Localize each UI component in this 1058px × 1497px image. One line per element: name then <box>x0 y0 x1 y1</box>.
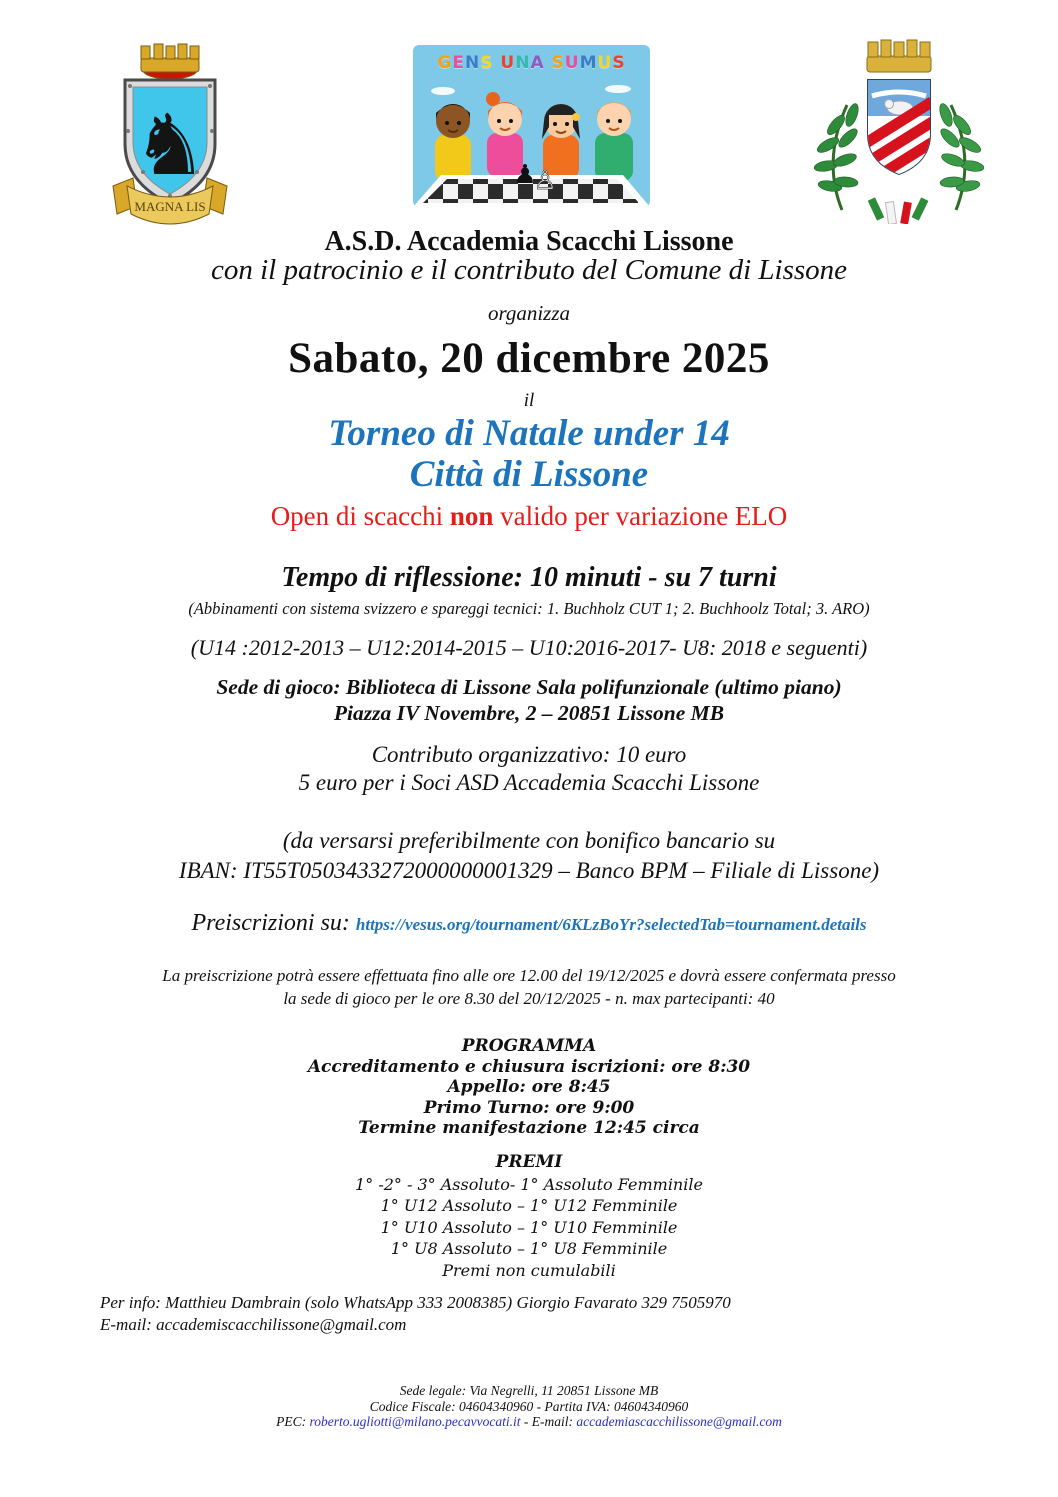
venue-line2: Piazza IV Novembre, 2 – 20851 Lissone MB <box>333 701 725 725</box>
payment-line1: (da versarsi preferibilmente con bonifico bancario su <box>282 828 776 853</box>
child-figure <box>595 102 633 181</box>
fee-line1: Contributo organizzativo: 10 euro <box>371 742 687 767</box>
footer-block <box>0 1383 1058 1430</box>
chess-club-crest-icon <box>103 36 237 234</box>
cloud-icon <box>431 87 455 95</box>
contact-block <box>100 1292 980 1336</box>
elo-notice-post: valido per variazione ELO <box>493 501 788 531</box>
time-control-line: Tempo di riflessione: 10 minuti - su 7 turni <box>281 562 777 593</box>
program-title: PROGRAMMA <box>461 1036 597 1056</box>
event-title-line2: Città di Lissone <box>409 454 649 495</box>
program-item: Termine manifestazione 12:45 circa <box>358 1118 700 1138</box>
prizes-title: PREMI <box>495 1152 563 1172</box>
footer-email-link[interactable]: accademiascacchilissone@gmail.com <box>576 1414 782 1429</box>
prize-item: 1° U8 Assoluto – 1° U8 Femminile <box>390 1239 668 1258</box>
organization-name: A.S.D. Accademia Scacchi Lissone <box>324 226 734 257</box>
deadline-line2: la sede di gioco per le ore 8.30 del 20/12/2025 - n. max partecipanti: 40 <box>283 989 775 1008</box>
children-chess-illustration <box>413 79 650 207</box>
registration-link[interactable]: https://vesus.org/tournament/6KLzBoYr?selectedTab=tournament.details <box>355 915 867 934</box>
footer-pec-label: PEC: <box>276 1414 310 1429</box>
prize-item: 1° U12 Assoluto – 1° U12 Femminile <box>380 1196 678 1215</box>
shield-icon <box>844 80 954 199</box>
chess-piece-icon: ♟ <box>513 160 537 190</box>
oak-branch-icon <box>937 102 984 210</box>
footer-contacts <box>0 1414 1058 1430</box>
magna-lis-text: MAGNA LIS <box>134 199 206 214</box>
prize-item: Premi non cumulabili <box>442 1260 616 1280</box>
event-date: Sabato, 20 dicembre 2025 <box>288 335 770 382</box>
organizes-label: organizza <box>487 301 571 325</box>
child-figure <box>435 104 471 181</box>
program-section <box>0 1036 1058 1139</box>
prize-item: 1° U10 Assoluto – 1° U10 Femminile <box>380 1217 678 1237</box>
prizes-section <box>0 1152 1058 1281</box>
tricolor-ribbon-icon <box>868 197 929 224</box>
iban-line: IBAN: IT55T0503433272000000001329 – Banco BPM – Filiale di Lissone) <box>178 858 880 883</box>
fee-line2: 5 euro per i Soci ASD Accademia Scacchi Lissone <box>298 770 760 795</box>
footer-fiscal: Codice Fiscale: 04604340960 - Partita IVA: 04604340960 <box>369 1398 689 1414</box>
elo-notice-bold: non <box>449 501 494 531</box>
knight-icon: ♞ <box>132 96 208 194</box>
cloud-icon <box>605 85 631 93</box>
patronage-line: con il patrocinio e il contributo del Comune di Lissone <box>210 254 848 286</box>
program-item: Primo Turno: ore 9:00 <box>423 1097 635 1118</box>
elo-notice <box>0 501 1058 532</box>
gens-una-sumus-text: GENS UNA SUMUS <box>437 53 626 73</box>
contact-email-line: E-mail: accademiscacchilissone@gmail.com <box>100 1315 407 1334</box>
program-item: Accreditamento e chiusura iscrizioni: ore 8:30 <box>307 1056 751 1077</box>
lissone-coat-of-arms <box>812 30 986 224</box>
mural-crown-icon <box>867 40 931 72</box>
laurel-branch-icon <box>813 102 860 210</box>
chess-club-crest-logo <box>103 36 237 234</box>
footer-pec-link[interactable]: roberto.ugliotti@milano.pecavvocati.it <box>309 1414 521 1429</box>
venue-line1: Sede di gioco: Biblioteca di Lissone Sala polifunzionale (ultimo piano) <box>216 675 842 699</box>
registration-line <box>0 910 1058 937</box>
pairing-system-line: (Abbinamenti con sistema svizzero e spareggi tecnici: 1. Buchholz CUT 1; 2. Buchhoolz Total; 3. ARO) <box>188 599 870 618</box>
prize-item: 1° -2° - 3° Assoluto- 1° Assoluto Femminile <box>355 1174 703 1194</box>
program-item: Appello: ore 8:45 <box>447 1077 611 1097</box>
chess-piece-icon: ♙ <box>533 166 557 196</box>
deadline-line1: La preiscrizione potrà essere effettuata fino alle ore 12.00 del 19/12/2025 e dovrà essere confermata presso <box>162 966 896 985</box>
lissone-coat-of-arms-icon <box>812 30 986 224</box>
contact-info-line: Per info: Matthieu Dambrain (solo WhatsApp 333 2008385) Giorgio Favarato 329 7505970 <box>100 1293 731 1312</box>
event-title-line1: Torneo di Natale under 14 <box>328 413 730 454</box>
footer-address: Sede legale: Via Negrelli, 11 20851 Lissone MB <box>399 1383 659 1398</box>
elo-notice-pre: Open di scacchi <box>270 501 450 531</box>
crown-icon <box>141 44 199 79</box>
age-categories-line: (U14 :2012-2013 – U12:2014-2015 – U10:2016-2017- U8: 2018 e seguenti) <box>190 635 868 660</box>
footer-email-label: - E-mail: <box>520 1414 577 1429</box>
registration-label: Preiscrizioni su: <box>191 910 356 936</box>
article-il: il <box>523 390 535 411</box>
gens-una-sumus-image <box>413 45 650 207</box>
